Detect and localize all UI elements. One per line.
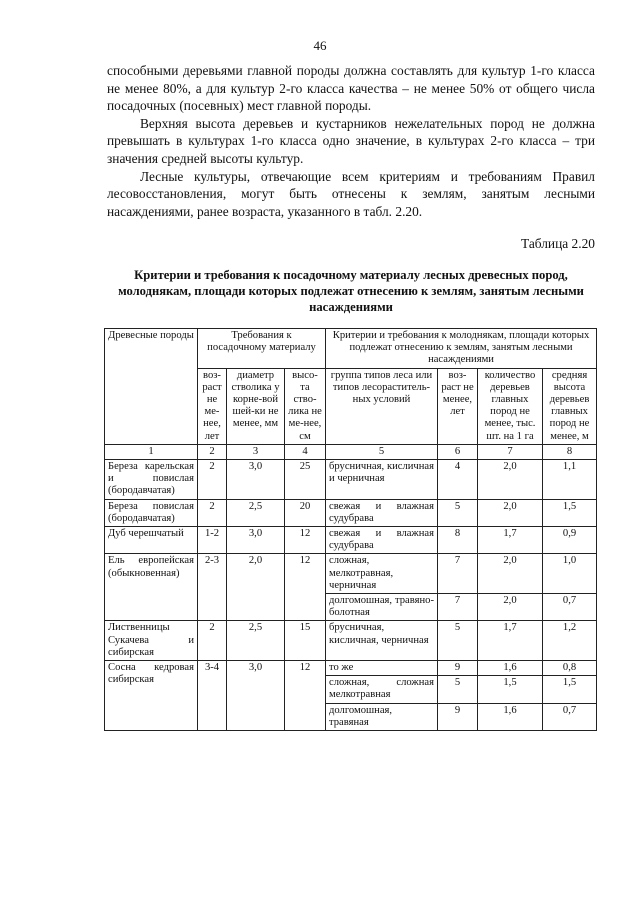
cell-tree-count: 2,0 [478,554,543,594]
cell-young-age: 4 [438,460,478,500]
cell-young-age: 7 [438,594,478,621]
header-height: высо-та ство-лика не ме-нее, см [285,368,326,444]
cell-age: 3-4 [198,661,227,731]
cell-height: 15 [285,621,326,661]
cell-tree-count: 1,7 [478,621,543,661]
cell-diameter: 3,0 [227,661,285,731]
cell-species: Лиственницы Сукачева и сибирская [105,621,198,661]
table-row [105,661,597,676]
cell-species: Береза карельская и повислая (бородавчатая) [105,460,198,500]
paragraph-2: Верхняя высота деревьев и кустарников нежелательных пород не должна превышать в культурах 1-го класса одно значение, в культурах 2-го класса – три значения средней высоты культур. [107,115,595,166]
cell-diameter: 2,5 [227,499,285,526]
cell-diameter: 3,0 [227,460,285,500]
body-text [107,62,595,220]
table-row [105,554,597,594]
column-number: 5 [326,444,438,459]
criteria-table [104,328,597,731]
paragraph-1: способными деревьями главной породы должна составлять для культур 1-го класса не менее 80%, а для культур 2-го класса качества – не менее 50% от общего числа посадочных (посевных) мест главной породы. [107,63,595,114]
cell-avg-height: 0,7 [543,594,597,621]
cell-diameter: 3,0 [227,527,285,554]
header-young-age: воз-раст не менее, лет [438,368,478,444]
cell-tree-count: 1,5 [478,676,543,703]
cell-avg-height: 1,5 [543,676,597,703]
cell-forest-type: долгомошная, травяно-болотная [326,594,438,621]
column-number: 3 [227,444,285,459]
cell-age: 2 [198,460,227,500]
cell-avg-height: 1,5 [543,499,597,526]
cell-height: 20 [285,499,326,526]
table-body [105,329,597,731]
cell-young-age: 5 [438,499,478,526]
header-row-groups [105,329,597,369]
header-diameter: диаметр стволика у корне-вой шей-ки не менее, мм [227,368,285,444]
cell-avg-height: 1,2 [543,621,597,661]
cell-young-age: 8 [438,527,478,554]
table-title: Критерии и требования к посадочному материалу лесных древесных пород, молоднякам, площади которых подлежат отнесению к землям, занятым лесными насаждениями [118,268,584,314]
cell-young-age: 7 [438,554,478,594]
table-row [105,527,597,554]
cell-height: 12 [285,554,326,621]
column-number: 6 [438,444,478,459]
paragraph-3: Лесные культуры, отвечающие всем критериям и требованиям Правил лесовосстановления, могут быть отнесены к землям, занятым лесными насаждениями, ранее возраста, указанного в табл. 2.20. [107,168,595,219]
cell-tree-count: 2,0 [478,499,543,526]
cell-diameter: 2,5 [227,621,285,661]
table-label: Таблица 2.20 [520,236,595,251]
header-tree-count: количество деревьев главных пород не менее, тыс. шт. на 1 га [478,368,543,444]
cell-avg-height: 1,1 [543,460,597,500]
header-species: Древесные породы [105,329,198,445]
table-row [105,499,597,526]
cell-diameter: 2,0 [227,554,285,621]
header-forest-type: группа типов леса или типов лесораститель-ных условий [326,368,438,444]
header-requirements: Требования к посадочному материалу [198,329,326,369]
cell-height: 12 [285,661,326,731]
cell-forest-type: долгомошная, травяная [326,703,438,730]
cell-forest-type: сложная, сложная мелкотравная [326,676,438,703]
column-number: 4 [285,444,326,459]
cell-age: 2 [198,499,227,526]
cell-avg-height: 0,8 [543,661,597,676]
cell-species: Береза повислая (бородавчатая) [105,499,198,526]
table-row [105,460,597,500]
cell-height: 25 [285,460,326,500]
cell-young-age: 9 [438,661,478,676]
cell-tree-count: 1,7 [478,527,543,554]
cell-forest-type: свежая и влажная судубрава [326,499,438,526]
cell-tree-count: 1,6 [478,703,543,730]
cell-avg-height: 1,0 [543,554,597,594]
column-number-row [105,444,597,459]
column-number: 2 [198,444,227,459]
cell-forest-type: брусничная, кисличная и черничная [326,460,438,500]
cell-age: 2-3 [198,554,227,621]
page-number: 46 [313,38,327,53]
cell-species: Сосна кедровая сибирская [105,661,198,731]
header-age: воз-раст не ме-нее, лет [198,368,227,444]
cell-forest-type: сложная, мелкотравная, черничная [326,554,438,594]
cell-avg-height: 0,9 [543,527,597,554]
header-criteria: Критерии и требования к молоднякам, площади которых подлежат отнесению к землям, занятым лесными насаждениями [326,329,597,369]
column-number: 1 [105,444,198,459]
cell-forest-type: брусничная, кисличная, черничная [326,621,438,661]
cell-tree-count: 1,6 [478,661,543,676]
cell-age: 2 [198,621,227,661]
cell-tree-count: 2,0 [478,460,543,500]
table-row [105,621,597,661]
cell-age: 1-2 [198,527,227,554]
cell-height: 12 [285,527,326,554]
cell-species: Дуб черешчатый [105,527,198,554]
column-number: 7 [478,444,543,459]
cell-young-age: 5 [438,676,478,703]
cell-species: Ель европейская (обыкновенная) [105,554,198,621]
header-avg-height: средняя высота деревьев главных пород не менее, м [543,368,597,444]
cell-avg-height: 0,7 [543,703,597,730]
cell-tree-count: 2,0 [478,594,543,621]
cell-young-age: 9 [438,703,478,730]
cell-forest-type: свежая и влажная судубрава [326,527,438,554]
column-number: 8 [543,444,597,459]
cell-forest-type: то же [326,661,438,676]
cell-young-age: 5 [438,621,478,661]
